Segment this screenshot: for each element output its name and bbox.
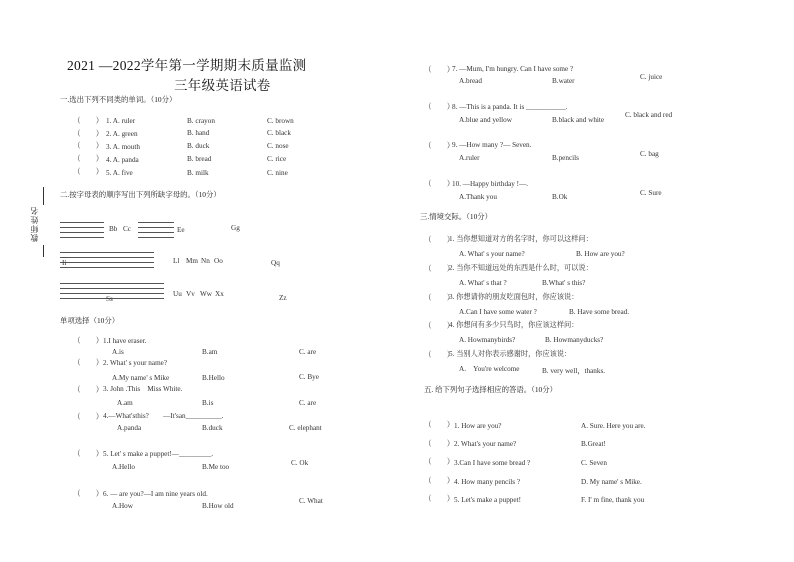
answer-option: F. I' m fine, thank you: [581, 496, 645, 504]
answer-paren[interactable]: （ ）: [73, 129, 104, 138]
option-b: B.Ok: [552, 193, 568, 201]
write-line: [60, 257, 154, 258]
answer-paren[interactable]: （ ）: [424, 179, 455, 188]
option-b: B.duck: [202, 424, 223, 432]
write-line[interactable]: [60, 283, 164, 284]
question-text: 1. How are you?: [454, 422, 502, 430]
write-line: [60, 262, 154, 263]
question-text: 5. Let' s make a puppet!—_________.: [103, 450, 214, 458]
answer-paren[interactable]: （ ）: [73, 358, 104, 367]
option-c: C. bag: [640, 150, 659, 158]
write-line: [138, 227, 174, 228]
option-a: A.bread: [459, 77, 482, 85]
binding-line-bottom: [43, 245, 44, 257]
question-text: 2. What' s your name?: [103, 359, 168, 367]
option-c: C. Ok: [291, 459, 309, 467]
answer-paren[interactable]: （ ）: [73, 449, 104, 458]
answer-paren[interactable]: （ ）: [424, 293, 455, 302]
letter-pair: Mm: [186, 257, 198, 265]
option-a: A. You're welcome: [459, 365, 520, 373]
binding-line-top: [43, 187, 44, 205]
letter-pair: Ee: [177, 226, 185, 234]
question-text: 3. 你想请你的朋友吃面包时，你应该说：: [449, 293, 579, 301]
option-a: A.blue and yellow: [459, 116, 512, 124]
letter-pair: Xx: [215, 290, 224, 298]
letter-pair: Ii: [62, 259, 67, 267]
letter-pair: Uu: [173, 290, 182, 298]
option-a: 4. A. panda: [106, 156, 139, 164]
part1-heading: 一.选出下列不同类的单词。（10分）: [60, 95, 177, 104]
write-line: [138, 237, 174, 238]
write-line: [60, 293, 164, 294]
answer-paren[interactable]: （ ）: [424, 350, 455, 359]
option-a: A.panda: [117, 424, 142, 432]
option-c: C. rice: [267, 155, 287, 163]
write-line: [60, 232, 104, 233]
answer-paren[interactable]: （ ）: [424, 235, 455, 244]
option-c: C. black: [267, 129, 291, 137]
question-text: 9. —How many ?— Seven.: [452, 141, 532, 149]
answer-option: B.Great!: [581, 440, 606, 448]
answer-paren[interactable]: （ ）: [424, 420, 455, 429]
letter-pair: Nn: [201, 257, 210, 265]
option-a: 2. A. green: [106, 130, 138, 138]
answer-paren[interactable]: （ ）: [73, 167, 104, 176]
letter-pair: Qq: [271, 259, 280, 267]
part4-heading: 三.情境交际。（10分）: [420, 212, 493, 221]
option-c: C. brown: [267, 117, 294, 125]
letter-pair: Ll: [173, 257, 180, 265]
question-text: 4. 你想问有多少只鸟时，你应该这样问：: [449, 321, 579, 329]
question-text: 2. What's your name?: [454, 440, 517, 448]
option-c: C. juice: [640, 73, 663, 81]
option-b: B. How are you?: [576, 250, 625, 258]
letter-pair: Oo: [214, 257, 223, 265]
option-c: C. Bye: [299, 373, 319, 381]
letter-pair: Cc: [123, 225, 131, 233]
option-b: B.How old: [202, 502, 234, 510]
question-text: 4. How many pencils ?: [454, 478, 521, 486]
option-a: A.am: [117, 399, 133, 407]
option-a: 1. A. ruler: [106, 117, 136, 125]
option-b: B. Have some bread.: [569, 308, 630, 316]
letter-pair: Bb: [109, 225, 118, 233]
question-text: 6. — are you?—I am nine years old.: [103, 490, 208, 498]
question-text: 2. 当你不知道远处的东西是什么时，可以说：: [449, 264, 593, 272]
option-a: A. Howmanybirds?: [459, 336, 516, 344]
option-b: B.Hello: [202, 374, 225, 382]
option-a: A. What' s your name?: [459, 250, 525, 258]
option-b: B.am: [202, 348, 218, 356]
option-b: B. hand: [187, 129, 210, 137]
option-a: A.is: [112, 348, 124, 356]
write-line: [138, 232, 174, 233]
write-line: [60, 237, 104, 238]
write-line: [60, 227, 104, 228]
option-a: A.Can I have some water ?: [459, 308, 537, 316]
option-a: 3. A. mouth: [106, 143, 140, 151]
option-b: B.pencils: [552, 154, 579, 162]
answer-paren[interactable]: （ ）: [73, 141, 104, 150]
answer-paren[interactable]: （ ）: [424, 65, 455, 74]
option-b: B. bread: [187, 155, 212, 163]
answer-option: A. Sure. Here you are.: [581, 422, 646, 430]
option-c: C. What: [299, 497, 323, 505]
question-text: 1.I have eraser.: [103, 337, 147, 345]
option-a: A.Thank you: [459, 193, 497, 201]
write-line[interactable]: [60, 222, 104, 223]
answer-paren[interactable]: （ ）: [424, 494, 455, 503]
question-text: 5. 当别人对你表示感谢时，你应该说：: [449, 350, 572, 358]
answer-paren[interactable]: （ ）: [73, 154, 104, 163]
option-b: B.is: [202, 399, 214, 407]
option-c: C. Sure: [640, 189, 662, 197]
option-b: B.black and white: [552, 116, 605, 124]
option-c: C. elephant: [289, 424, 322, 432]
question-text: 3. John .This Miss White.: [103, 385, 183, 393]
option-a: 5. A. five: [106, 169, 133, 177]
letter-pair: Vv: [186, 290, 195, 298]
write-line: [60, 288, 164, 289]
option-b: B. Howmanyducks?: [545, 336, 604, 344]
option-b: B.water: [552, 77, 575, 85]
option-b: B. very well，thanks.: [542, 367, 606, 375]
answer-paren[interactable]: （ ）: [424, 321, 455, 330]
option-b: B.What' s this?: [542, 279, 586, 287]
option-a: A.My name' s Mike: [112, 374, 170, 382]
option-b: B. duck: [187, 142, 210, 150]
option-c: C. are: [299, 348, 317, 356]
answer-paren[interactable]: （ ）: [424, 141, 455, 150]
answer-paren[interactable]: （ ）: [73, 412, 104, 421]
answer-paren[interactable]: （ ）: [424, 102, 455, 111]
part5-heading: 五. 给下列句子选择相应的答语。（10分）: [424, 385, 558, 394]
letter-pair: Gg: [231, 224, 240, 232]
option-c: C. nose: [267, 142, 289, 150]
letter-pair: Ss: [106, 295, 113, 303]
question-text: 1. 当你想知道对方的名字时，你可以这样问：: [449, 235, 593, 243]
answer-option: C. Seven: [581, 459, 607, 467]
part3-heading: 单项选择（10分）: [60, 316, 120, 325]
answer-paren[interactable]: （ ）: [424, 439, 455, 448]
answer-paren[interactable]: （ ）: [424, 476, 455, 485]
answer-paren[interactable]: （ ）: [73, 489, 104, 498]
write-line: [60, 267, 154, 268]
option-c: C. nine: [267, 169, 288, 177]
write-line[interactable]: [138, 222, 174, 223]
page-title-line1: 2021 —2022学年第一学期期末质量监测: [67, 58, 307, 73]
option-a: A.Hello: [112, 463, 135, 471]
option-c: C. black and red: [625, 111, 673, 119]
part2-heading: 二.按字母表的顺序写出下列所缺字母的。（10分）: [60, 190, 221, 199]
page-title-line2: 三年级英语试卷: [174, 78, 271, 93]
answer-option: D. My name' s Mike.: [581, 478, 642, 486]
answer-paren[interactable]: （ ）: [424, 457, 455, 466]
option-b: B.Me too: [202, 463, 230, 471]
option-b: B. crayon: [187, 117, 215, 125]
question-text: 5. Let's make a puppet!: [454, 496, 521, 504]
teacher-name-label: 教师姓名: [30, 206, 39, 242]
option-a: A.ruler: [459, 154, 480, 162]
question-text: 7. —Mum, I'm hungry. Can I have some ?: [452, 65, 574, 73]
option-a: A. What' s that ?: [459, 279, 507, 287]
question-text: 8. —This is a panda. It is ___________.: [452, 103, 568, 111]
option-c: C. are: [299, 399, 317, 407]
question-text: 10. —Happy birthday !—.: [452, 180, 529, 188]
answer-paren[interactable]: （ ）: [73, 116, 104, 125]
option-a: A.How: [112, 502, 133, 510]
question-text: 3.Can I have some bread ?: [454, 459, 531, 467]
letter-pair: Ww: [200, 290, 212, 298]
answer-paren[interactable]: （ ）: [73, 336, 104, 345]
write-line[interactable]: [60, 252, 154, 253]
option-b: B. milk: [187, 169, 209, 177]
question-text: 4.—What'sthis? —It'san__________.: [103, 412, 224, 420]
answer-paren[interactable]: （ ）: [424, 264, 455, 273]
answer-paren[interactable]: （ ）: [73, 385, 104, 394]
letter-pair: Zz: [279, 294, 287, 302]
